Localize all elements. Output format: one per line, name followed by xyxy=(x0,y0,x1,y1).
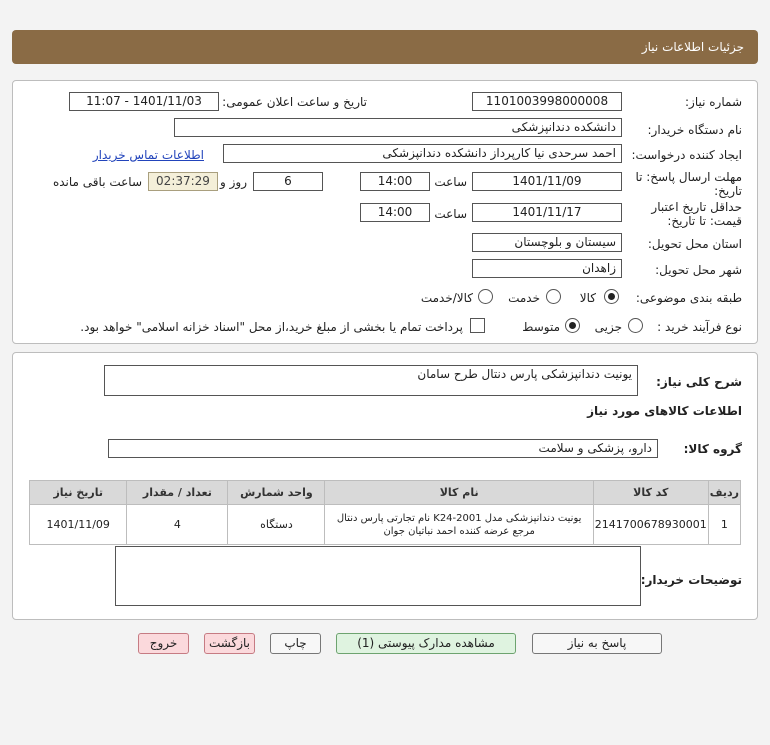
province-label: استان محل تحویل: xyxy=(647,237,742,251)
purchase-type-label: نوع فرآیند خرید : xyxy=(657,320,742,334)
purchase-option-medium: متوسط xyxy=(522,320,560,334)
buyer-org-label: نام دستگاه خریدار: xyxy=(647,123,742,137)
announce-label: تاریخ و ساعت اعلان عمومی: xyxy=(222,95,367,109)
goods-info-heading: اطلاعات کالاهای مورد نیاز xyxy=(587,404,742,418)
table-row xyxy=(30,505,741,545)
need-number-label: شماره نیاز: xyxy=(685,95,742,109)
cell-unit: دستگاه xyxy=(228,505,325,545)
goods-group-field: دارو، پزشکی و سلامت xyxy=(108,439,658,458)
col-date-header: تاریخ نیاز xyxy=(30,481,127,505)
summary-field: یونیت دندانپزشکی پارس دنتال طرح سامان xyxy=(104,365,638,396)
buyer-org-field: دانشکده دندانپزشکی xyxy=(174,118,622,137)
deadline-label-2: تاریخ: xyxy=(714,184,742,198)
page-title: جزئیات اطلاعات نیاز xyxy=(641,40,744,54)
category-option-goods-service: کالا/خدمت xyxy=(420,291,473,305)
treasury-checkbox[interactable] xyxy=(470,318,485,333)
purchase-radio-minor[interactable] xyxy=(628,318,643,333)
goods-table-header-row xyxy=(30,481,741,505)
cell-date: 1401/11/09 xyxy=(30,505,127,545)
validity-date-field: 1401/11/17 xyxy=(472,203,622,222)
col-row-header: ردیف xyxy=(708,481,740,505)
cell-qty: 4 xyxy=(127,505,228,545)
requester-label: ایجاد کننده درخواست: xyxy=(631,148,742,162)
city-label: شهر محل تحویل: xyxy=(655,263,742,277)
days-label: روز و xyxy=(220,175,247,189)
payment-note: پرداخت تمام یا بخشی از مبلغ خرید،از محل "اسناد خزانه اسلامی" خواهد بود. xyxy=(80,320,463,334)
validity-label-2: قیمت: تا تاریخ: xyxy=(667,214,742,228)
goods-group-label: گروه کالا: xyxy=(683,442,742,456)
purchase-option-minor: جزیی xyxy=(594,320,622,334)
cell-name xyxy=(325,505,593,545)
col-unit-header: واحد شمارش xyxy=(228,481,325,505)
validity-time-label: ساعت xyxy=(434,207,467,221)
col-code-header: کد کالا xyxy=(593,481,708,505)
contact-info-link[interactable]: اطلاعات تماس خریدار xyxy=(92,148,204,162)
category-radio-service[interactable] xyxy=(546,289,561,304)
cell-name-line1: یونیت دندانپزشکی مدل K24-2001 نام تجارتی پارس دنتال xyxy=(336,512,582,524)
cell-code: 2141700678930001 xyxy=(593,505,708,545)
requester-field: احمد سرحدی نیا کارپرداز دانشکده دندانپزشکی xyxy=(223,144,622,163)
province-field: سیستان و بلوچستان xyxy=(472,233,622,252)
buyer-notes-label: توضیحات خریدار: xyxy=(640,573,742,587)
deadline-time-label: ساعت xyxy=(434,175,467,189)
days-field: 6 xyxy=(253,172,323,191)
category-radio-goods-service[interactable] xyxy=(478,289,493,304)
buyer-notes-field xyxy=(115,546,641,606)
purchase-radio-medium[interactable] xyxy=(565,318,580,333)
cell-row: 1 xyxy=(708,505,740,545)
reply-button[interactable]: پاسخ به نیاز xyxy=(532,633,662,654)
back-button[interactable]: بازگشت xyxy=(204,633,255,654)
attachments-button[interactable]: مشاهده مدارک پیوستی (1) xyxy=(336,633,516,654)
remaining-label: ساعت باقی مانده xyxy=(52,175,142,189)
deadline-time-field: 14:00 xyxy=(360,172,430,191)
need-number-field: 1101003998000008 xyxy=(472,92,622,111)
category-option-goods: کالا xyxy=(579,291,596,305)
exit-button[interactable]: خروج xyxy=(138,633,189,654)
page-header xyxy=(12,30,758,64)
deadline-date-field: 1401/11/09 xyxy=(472,172,622,191)
summary-label: شرح کلی نیاز: xyxy=(656,375,742,389)
goods-table xyxy=(29,480,741,545)
validity-label-1: حداقل تاریخ اعتبار xyxy=(651,200,742,214)
col-name-header: نام کالا xyxy=(325,481,593,505)
category-radio-goods[interactable] xyxy=(604,289,619,304)
remaining-timer: 02:37:29 xyxy=(148,172,218,191)
col-qty-header: تعداد / مقدار xyxy=(127,481,228,505)
print-button[interactable]: چاپ xyxy=(270,633,321,654)
deadline-label-1: مهلت ارسال پاسخ: تا xyxy=(635,170,742,184)
cell-name-line2: مرجع عرضه کننده احمد نباتیان جوان xyxy=(383,525,535,537)
category-option-service: خدمت xyxy=(508,291,540,305)
announce-field: 1401/11/03 - 11:07 xyxy=(69,92,219,111)
city-field: زاهدان xyxy=(472,259,622,278)
validity-time-field: 14:00 xyxy=(360,203,430,222)
category-label: طبقه بندی موضوعی: xyxy=(635,291,742,305)
